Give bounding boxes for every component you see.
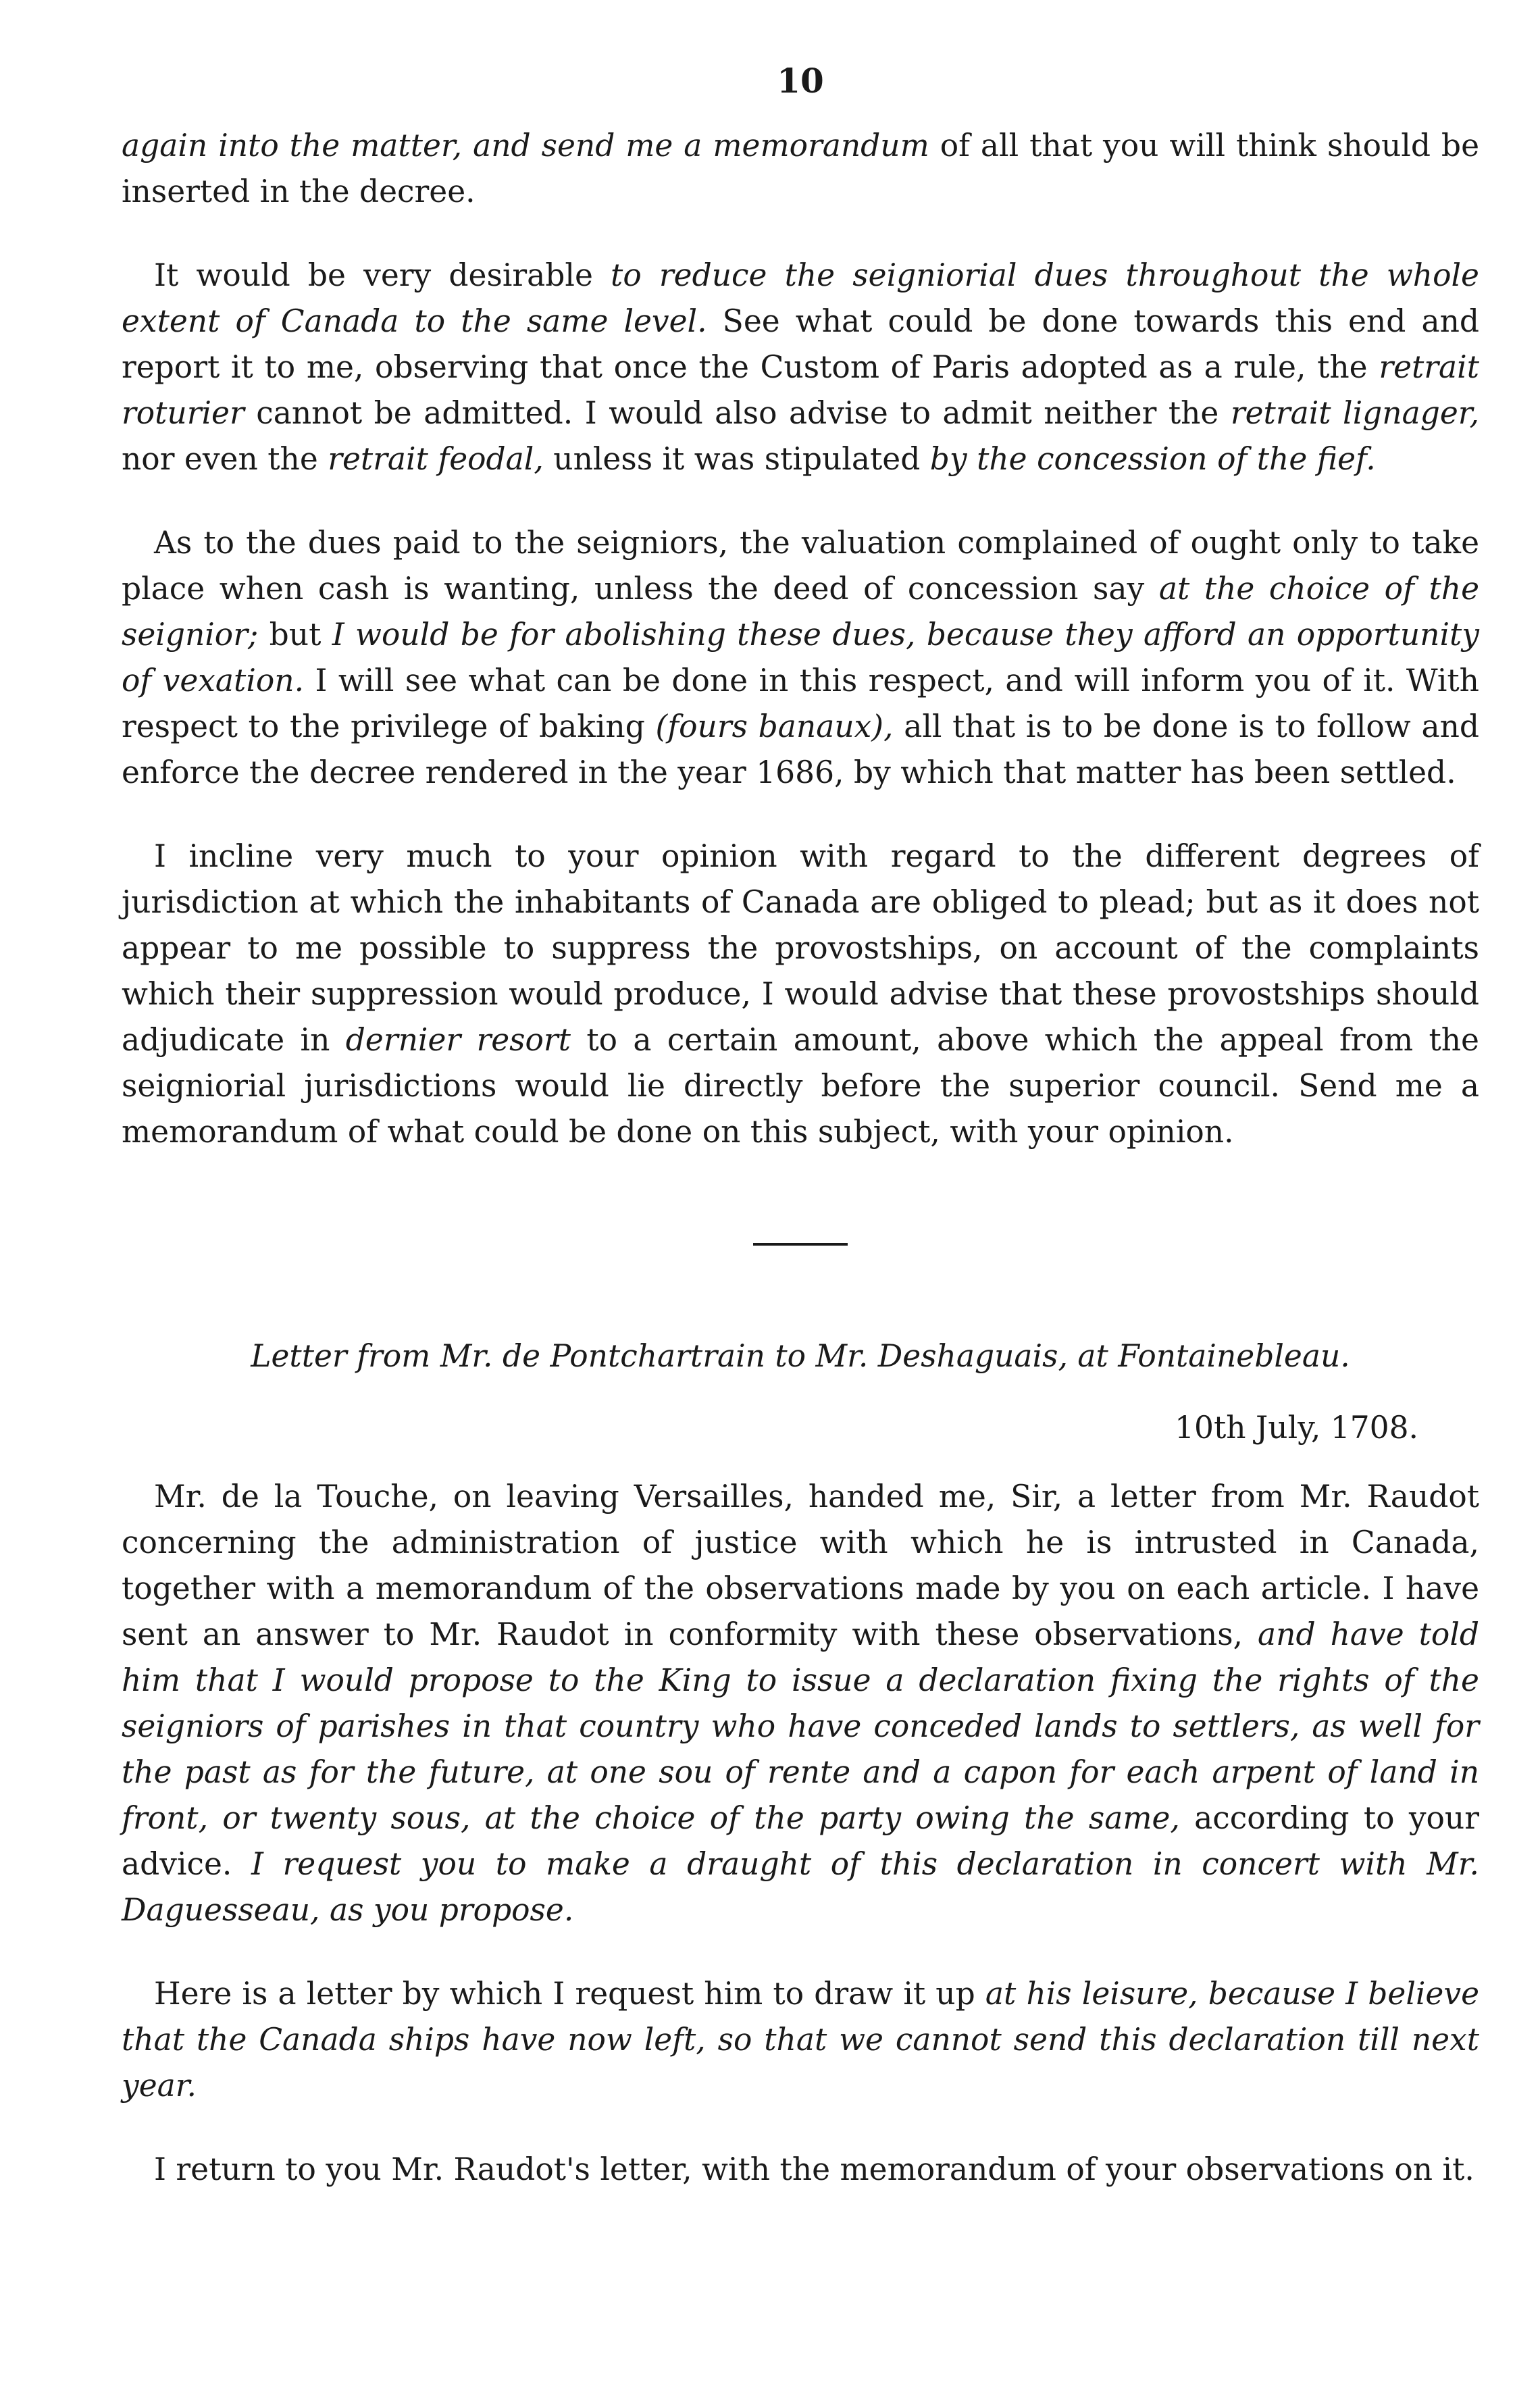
text-run: of all that you will think should be inserted in the decree. xyxy=(122,128,1479,209)
italic-text-run: again into the matter, and send me a memorandum xyxy=(122,128,929,163)
italic-text-run: at his leisure, because I believe that the Canada ships have now left, so that we cannot send this declaration till next year. xyxy=(122,1976,1479,2104)
text-run: unless it was stipulated xyxy=(543,441,930,477)
italic-text-run: and have told him that I would propose to the King to issue a declaration fixing the rights of the seigniors of parishes in that country who have conceded lands to settlers, as well for the past as for the future, at one sou of rente and a capon for each arpent of land in front, or twenty sous, at the choice of the party owing the same, xyxy=(122,1616,1480,1836)
paragraph xyxy=(122,253,1479,482)
letter-date: 10th July, 1708. xyxy=(1175,1410,1418,1446)
italic-text-run: retrait roturier xyxy=(122,349,1479,431)
paragraph xyxy=(122,1474,1479,1933)
text-run: nor even the xyxy=(122,441,328,477)
italic-text-run: by the concession of the fief. xyxy=(929,441,1376,477)
italic-text-run: retrait lignager, xyxy=(1230,395,1479,431)
paragraph xyxy=(122,123,1479,215)
text-run: according to your advice. xyxy=(122,1800,1479,1882)
page-number: 10 xyxy=(777,61,824,101)
text-run: As to the dues paid to the seigniors, the valuation complained of ought only to take place when cash is wanting, unless the deed of concession say xyxy=(122,525,1479,607)
text-run: I return to you Mr. Raudot's letter, with the memorandum of your observations on it. xyxy=(154,2151,1474,2187)
italic-text-run: (fours banaux), xyxy=(655,709,894,744)
text-run: It would be very desirable xyxy=(154,257,611,293)
italic-text-run: dernier resort xyxy=(345,1022,571,1058)
text-run: to a certain amount, above which the appeal from the seigniorial jurisdictions would lie directly before the superior council. Send me a memorandum of what could be done on this subject, with your opinion. xyxy=(122,1022,1479,1150)
document-page xyxy=(122,54,1479,2231)
paragraph xyxy=(122,834,1479,1155)
italic-text-run: I would be for abolishing these dues, because they afford an opportunity of vexation. xyxy=(122,617,1479,698)
italic-text-run: to reduce the seigniorial dues throughout the whole extent of Canada to the same level. xyxy=(122,257,1479,339)
text-run: cannot be admitted. I would also advise to admit neither the xyxy=(244,395,1231,431)
text-run: all that is to be done is to follow and enforce the decree rendered in the year 1686, by which that matter has been settled. xyxy=(122,709,1480,790)
italic-text-run: retrait feodal, xyxy=(328,441,544,477)
paragraph xyxy=(122,2147,1479,2193)
text-run: Here is a letter by which I request him to draw it up xyxy=(154,1976,985,2012)
italic-text-run: I request you to make a draught of this declaration in concert with Mr. Daguesseau, as you propose. xyxy=(122,1846,1479,1928)
text-run: I will see what can be done in this respect, and will inform you of it. With respect to the privilege of baking xyxy=(122,663,1479,744)
text-run: I incline very much to your opinion with regard to the different degrees of jurisdiction at which the inhabitants of Canada are obliged to plead; but as it does not appear to me possible to suppress the provostships, on account of the complaints which their suppression would produce, I would advise that these provostships should adjudicate in xyxy=(122,838,1479,1058)
paragraph xyxy=(122,1971,1479,2109)
text-run: Mr. de la Touche, on leaving Versailles, handed me, Sir, a letter from Mr. Raudot concerning the administration of justice with which he is intrusted in Canada, together with a memorandum of the observations made by you on each article. I have sent an answer to Mr. Raudot in conformity with these observations, xyxy=(122,1479,1479,1652)
text-run: See what could be done towards this end and report it to me, observing that once the Custom of Paris adopted as a rule, the xyxy=(122,303,1479,385)
section-divider xyxy=(753,1243,848,1246)
italic-text-run: at the choice of the seignior; xyxy=(122,571,1480,653)
letter-heading: Letter from Mr. de Pontchartrain to Mr. Deshaguais, at Fontainebleau. xyxy=(251,1338,1350,1374)
paragraph xyxy=(122,520,1479,796)
text-run: but xyxy=(258,617,332,653)
